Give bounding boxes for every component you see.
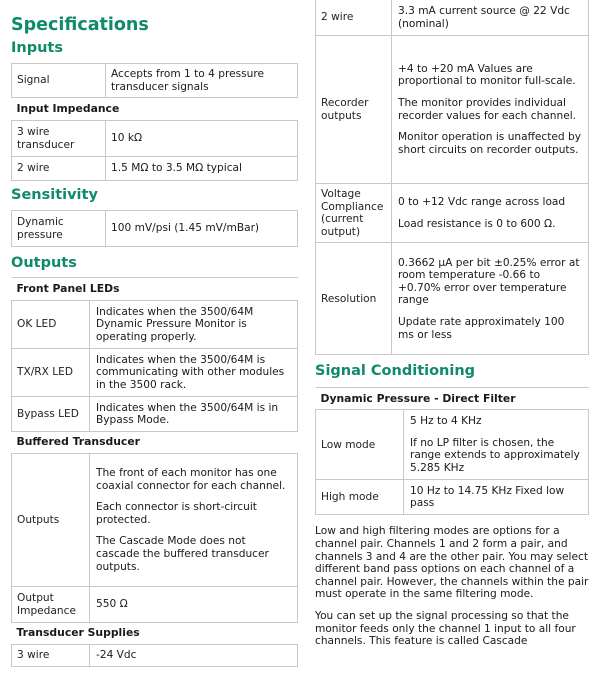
front-panel-leds-heading: Front Panel LEDs — [12, 278, 298, 301]
outputs-heading: Outputs — [11, 255, 77, 272]
outputs-table — [11, 277, 298, 667]
signal-value: Accepts from 1 to 4 pressure transducer signals — [106, 64, 298, 98]
table-row — [12, 454, 298, 587]
voltage-p1: 0 to +12 Vdc range across load — [398, 196, 566, 209]
inputs-table — [11, 63, 298, 181]
table-row — [316, 184, 589, 243]
transducer-supplies-heading: Transducer Supplies — [12, 623, 298, 645]
two-wire-supply-label: 2 wire — [316, 0, 392, 36]
resolution-p1: 0.3662 µA per bit ±0.25% error at room temperature -0.66 to +0.70% error over temperature range — [398, 256, 580, 307]
recorder-p1: +4 to +20 mA Values are proportional to monitor full-scale. — [398, 62, 576, 88]
three-wire-supply-value: -24 Vdc — [90, 645, 298, 667]
voltage-compliance-label: Voltage Compliance (current output) — [316, 184, 392, 243]
output-impedance-value: 550 Ω — [90, 587, 298, 623]
input-impedance-heading: Input Impedance — [12, 98, 298, 121]
output-impedance-label: Output Impedance — [12, 587, 90, 623]
table-row — [316, 243, 589, 355]
two-wire-value: 1.5 MΩ to 3.5 MΩ typical — [106, 157, 298, 181]
table-row — [12, 98, 298, 121]
recorder-p2: The monitor provides individual recorder values for each channel. — [398, 96, 577, 122]
high-mode-value: 10 Hz to 14.75 KHz Fixed low pass — [404, 480, 589, 515]
txrx-led-value: Indicates when the 3500/64M is communicating with other modules in the 3500 rack. — [90, 349, 298, 397]
resolution-value — [392, 243, 589, 355]
table-row — [12, 278, 298, 301]
low-mode-label: Low mode — [316, 410, 404, 480]
filter-mode-paragraph: Low and high filtering modes are options for a channel pair. Channels 1 and 2 form a pair, and channels 3 and 4 are the other pair. You may select different band pass options on each channel of a channel pair. However, the channels within the pair must operate in the same filtering mode. — [315, 525, 589, 601]
signal-label: Signal — [12, 64, 106, 98]
two-wire-supply-value: 3.3 mA current source @ 22 Vdc (nominal) — [392, 0, 589, 36]
table-row — [316, 480, 589, 515]
buffered-outputs-p3: The Cascade Mode does not cascade the buffered transducer outputs. — [96, 535, 269, 573]
low-mode-p1: 5 Hz to 4 KHz — [410, 415, 482, 428]
three-wire-label: 3 wire transducer — [12, 121, 106, 157]
ok-led-value: Indicates when the 3500/64M Dynamic Pressure Monitor is operating properly. — [90, 301, 298, 349]
voltage-compliance-value — [392, 184, 589, 243]
low-mode-p2: If no LP filter is chosen, the range extends to approximately 5.285 KHz — [410, 436, 580, 474]
dynamic-pressure-value: 100 mV/psi (1.45 mV/mBar) — [106, 211, 298, 247]
table-row — [316, 36, 589, 184]
buffered-outputs-value — [90, 454, 298, 587]
table-row — [316, 410, 589, 480]
direct-filter-heading: Dynamic Pressure - Direct Filter — [316, 388, 589, 410]
inputs-heading: Inputs — [11, 40, 63, 56]
high-mode-label: High mode — [316, 480, 404, 515]
txrx-led-label: TX/RX LED — [12, 349, 90, 397]
three-wire-supply-label: 3 wire — [12, 645, 90, 667]
voltage-p2: Load resistance is 0 to 600 Ω. — [398, 217, 556, 230]
low-mode-value — [404, 410, 589, 480]
three-wire-value: 10 kΩ — [106, 121, 298, 157]
cascade-paragraph: You can set up the signal processing so that the monitor feeds only the channel 1 input to all four channels. This feature is called Cascade — [315, 609, 576, 648]
sensitivity-table — [11, 210, 298, 247]
signal-conditioning-heading: Signal Conditioning — [315, 363, 476, 380]
right-column — [315, 0, 589, 648]
signal-conditioning-notes — [315, 525, 589, 647]
table-row — [12, 64, 298, 98]
table-row — [316, 388, 589, 410]
table-row — [12, 211, 298, 247]
resolution-label: Resolution — [316, 243, 392, 355]
table-row — [12, 301, 298, 349]
left-column — [11, 0, 298, 667]
dynamic-pressure-label: Dynamic pressure — [12, 211, 106, 247]
table-row — [12, 587, 298, 623]
table-row — [12, 432, 298, 454]
signal-conditioning-table — [315, 387, 589, 515]
bypass-led-value: Indicates when the 3500/64M is in Bypass Mode. — [90, 397, 298, 432]
bypass-led-label: Bypass LED — [12, 397, 90, 432]
table-row — [12, 349, 298, 397]
buffered-transducer-heading: Buffered Transducer — [12, 432, 298, 454]
recorder-outputs-value — [392, 36, 589, 184]
buffered-outputs-p1: The front of each monitor has one coaxial connector for each channel. — [96, 467, 286, 492]
recorder-outputs-label: Recorder outputs — [316, 36, 392, 184]
resolution-p2: Update rate approximately 100 ms or less — [398, 315, 565, 341]
two-wire-label: 2 wire — [12, 157, 106, 181]
table-row — [12, 397, 298, 432]
table-row — [12, 121, 298, 157]
table-row — [12, 645, 298, 667]
buffered-outputs-label: Outputs — [12, 454, 90, 587]
buffered-outputs-p2: Each connector is short-circuit protected. — [96, 501, 257, 526]
table-row — [12, 157, 298, 181]
page-title: Specifications — [11, 15, 149, 35]
ok-led-label: OK LED — [12, 301, 90, 349]
supplies-continued-table — [315, 0, 589, 355]
sensitivity-heading: Sensitivity — [11, 187, 98, 204]
table-row — [12, 623, 298, 645]
table-row — [316, 0, 589, 36]
recorder-p3: Monitor operation is unaffected by short circuits on recorder outputs. — [398, 131, 582, 156]
